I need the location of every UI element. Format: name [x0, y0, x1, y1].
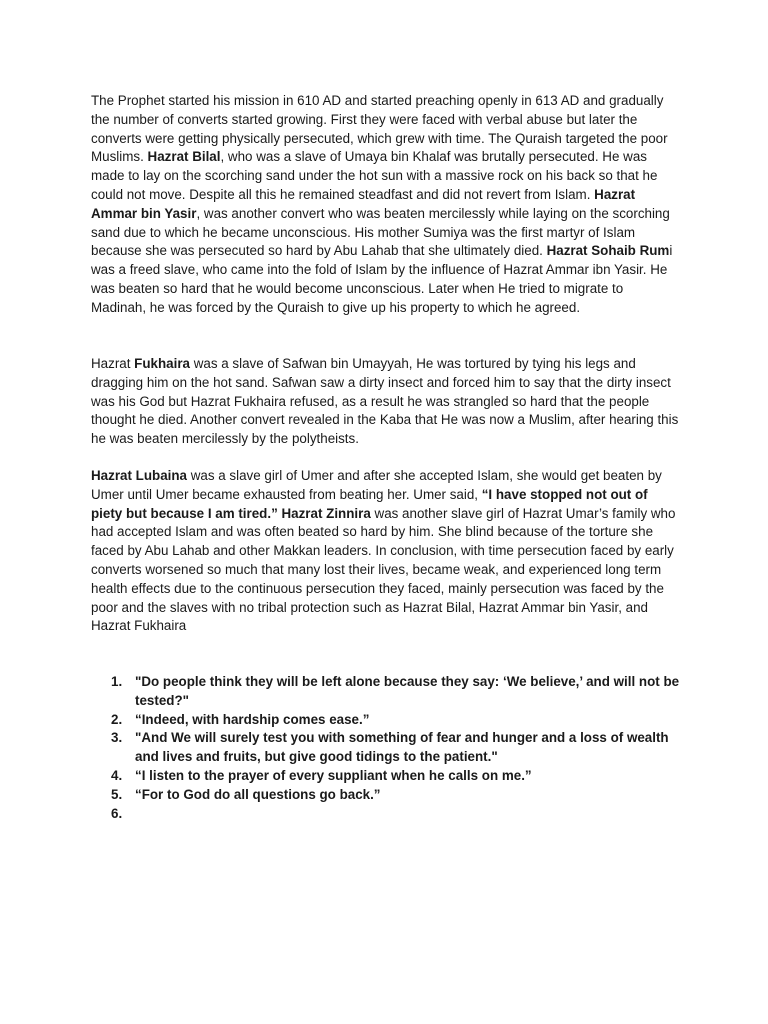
text-run: was a slave of Safwan bin Umayyah, He was tortured by tying his legs and dragging him on the hot sand. Safwan saw a dirty insect and forced him to say that the dirty insect was his God but Hazrat Fukhaira refused, as a result he was strangled so hard that the people thought he died. Another convert revealed in the Kaba that He was now a Muslim, after hearing this he was beaten mercilessly by the polytheists. — [91, 356, 679, 447]
bold-name-hazrat-sohaib: Hazrat Sohaib Rum — [546, 243, 670, 259]
list-item-text: “I listen to the prayer of every suppliant when he calls on me.” — [135, 767, 532, 783]
quotes-list — [91, 673, 691, 823]
list-number: 2. — [111, 711, 123, 727]
text-run: , who was a slave of Umaya bin Khalaf was brutally persecuted. He was made to lay on the scorching sand under the hot sun with a massive rock on his back so that he could not move. Despite all this he remained steadfast and did not revert from Islam. — [91, 149, 658, 202]
list-number: 4. — [111, 767, 123, 783]
paragraph-lubaina-conclusion — [91, 467, 681, 636]
bold-quote-umer: “I have stopped not out of piety but because I am tired.” Hazrat Zinnira — [91, 486, 648, 521]
list-number: 3. — [111, 730, 123, 746]
list-item-text: "And We will surely test you with something of fear and hunger and a loss of wealth and lives and fruits, but give good tidings to the patient." — [135, 730, 669, 765]
list-item — [91, 786, 691, 805]
bold-name-hazrat-bilal: Hazrat Bilal — [147, 149, 221, 165]
paragraph-fukhaira — [91, 355, 681, 449]
bold-name-hazrat-ammar: Hazrat Ammar bin Yasir — [91, 186, 636, 221]
bold-name-fukhaira: Fukhaira — [134, 356, 190, 371]
list-item — [91, 729, 691, 767]
list-item — [91, 805, 691, 824]
bold-name-hazrat-lubaina: Hazrat Lubaina — [91, 468, 187, 483]
paragraph-early-persecution — [91, 92, 681, 318]
text-run: The Prophet started his mission in 610 AD and started preaching openly in 613 AD and gradually the number of converts started growing. First they were faced with verbal abuse but later the converts were getting physically persecuted, which grew with time. The Quraish targeted the poor Muslims. — [91, 93, 668, 165]
list-item-text: "Do people think they will be left alone because they say: ‘We believe,’ and will not be tested?" — [135, 674, 680, 708]
text-run: was another slave girl of Hazrat Umar’s family who had accepted Islam and was often beated so hard by him. She blind because of the torture she faced by Abu Lahab and other Makkan leaders. In conclusion, with time persecution faced by early converts worsened so much that many lost their lives, became weak, and experienced long term health effects due to the continuous persecution they faced, mainly persecution was faced by the poor and the slaves with no tribal protection such as Hazrat Bilal, Hazrat Ammar bin Yasir, and Hazrat Fukhaira — [91, 505, 676, 634]
list-item — [91, 767, 691, 786]
list-item-text: “For to God do all questions go back.” — [135, 786, 381, 802]
list-item-text: “Indeed, with hardship comes ease.” — [135, 711, 370, 727]
text-run: i was a freed slave, who came into the fold of Islam by the influence of Hazrat Ammar ibn Yasir. He was beaten so hard that he would become unconscious. Later when He tried to migrate to Madinah, he was forced by the Quraish to give up his property to which he agreed. — [91, 243, 673, 315]
list-number: 5. — [111, 786, 123, 802]
list-number: 6. — [111, 805, 123, 821]
list-item — [91, 711, 691, 730]
text-run: was a slave girl of Umer and after she accepted Islam, she would get beaten by Umer until Umer became exhausted from beating her. Umer said, — [91, 468, 662, 502]
text-run: , was another convert who was beaten mercilessly while laying on the scorching sand due to which he became unconscious. His mother Sumiya was the first martyr of Islam because she was persecuted so hard by Abu Lahab that she ultimately died. — [91, 205, 670, 259]
list-number: 1. — [111, 674, 123, 689]
text-run: Hazrat — [91, 356, 135, 371]
list-item — [91, 673, 691, 711]
